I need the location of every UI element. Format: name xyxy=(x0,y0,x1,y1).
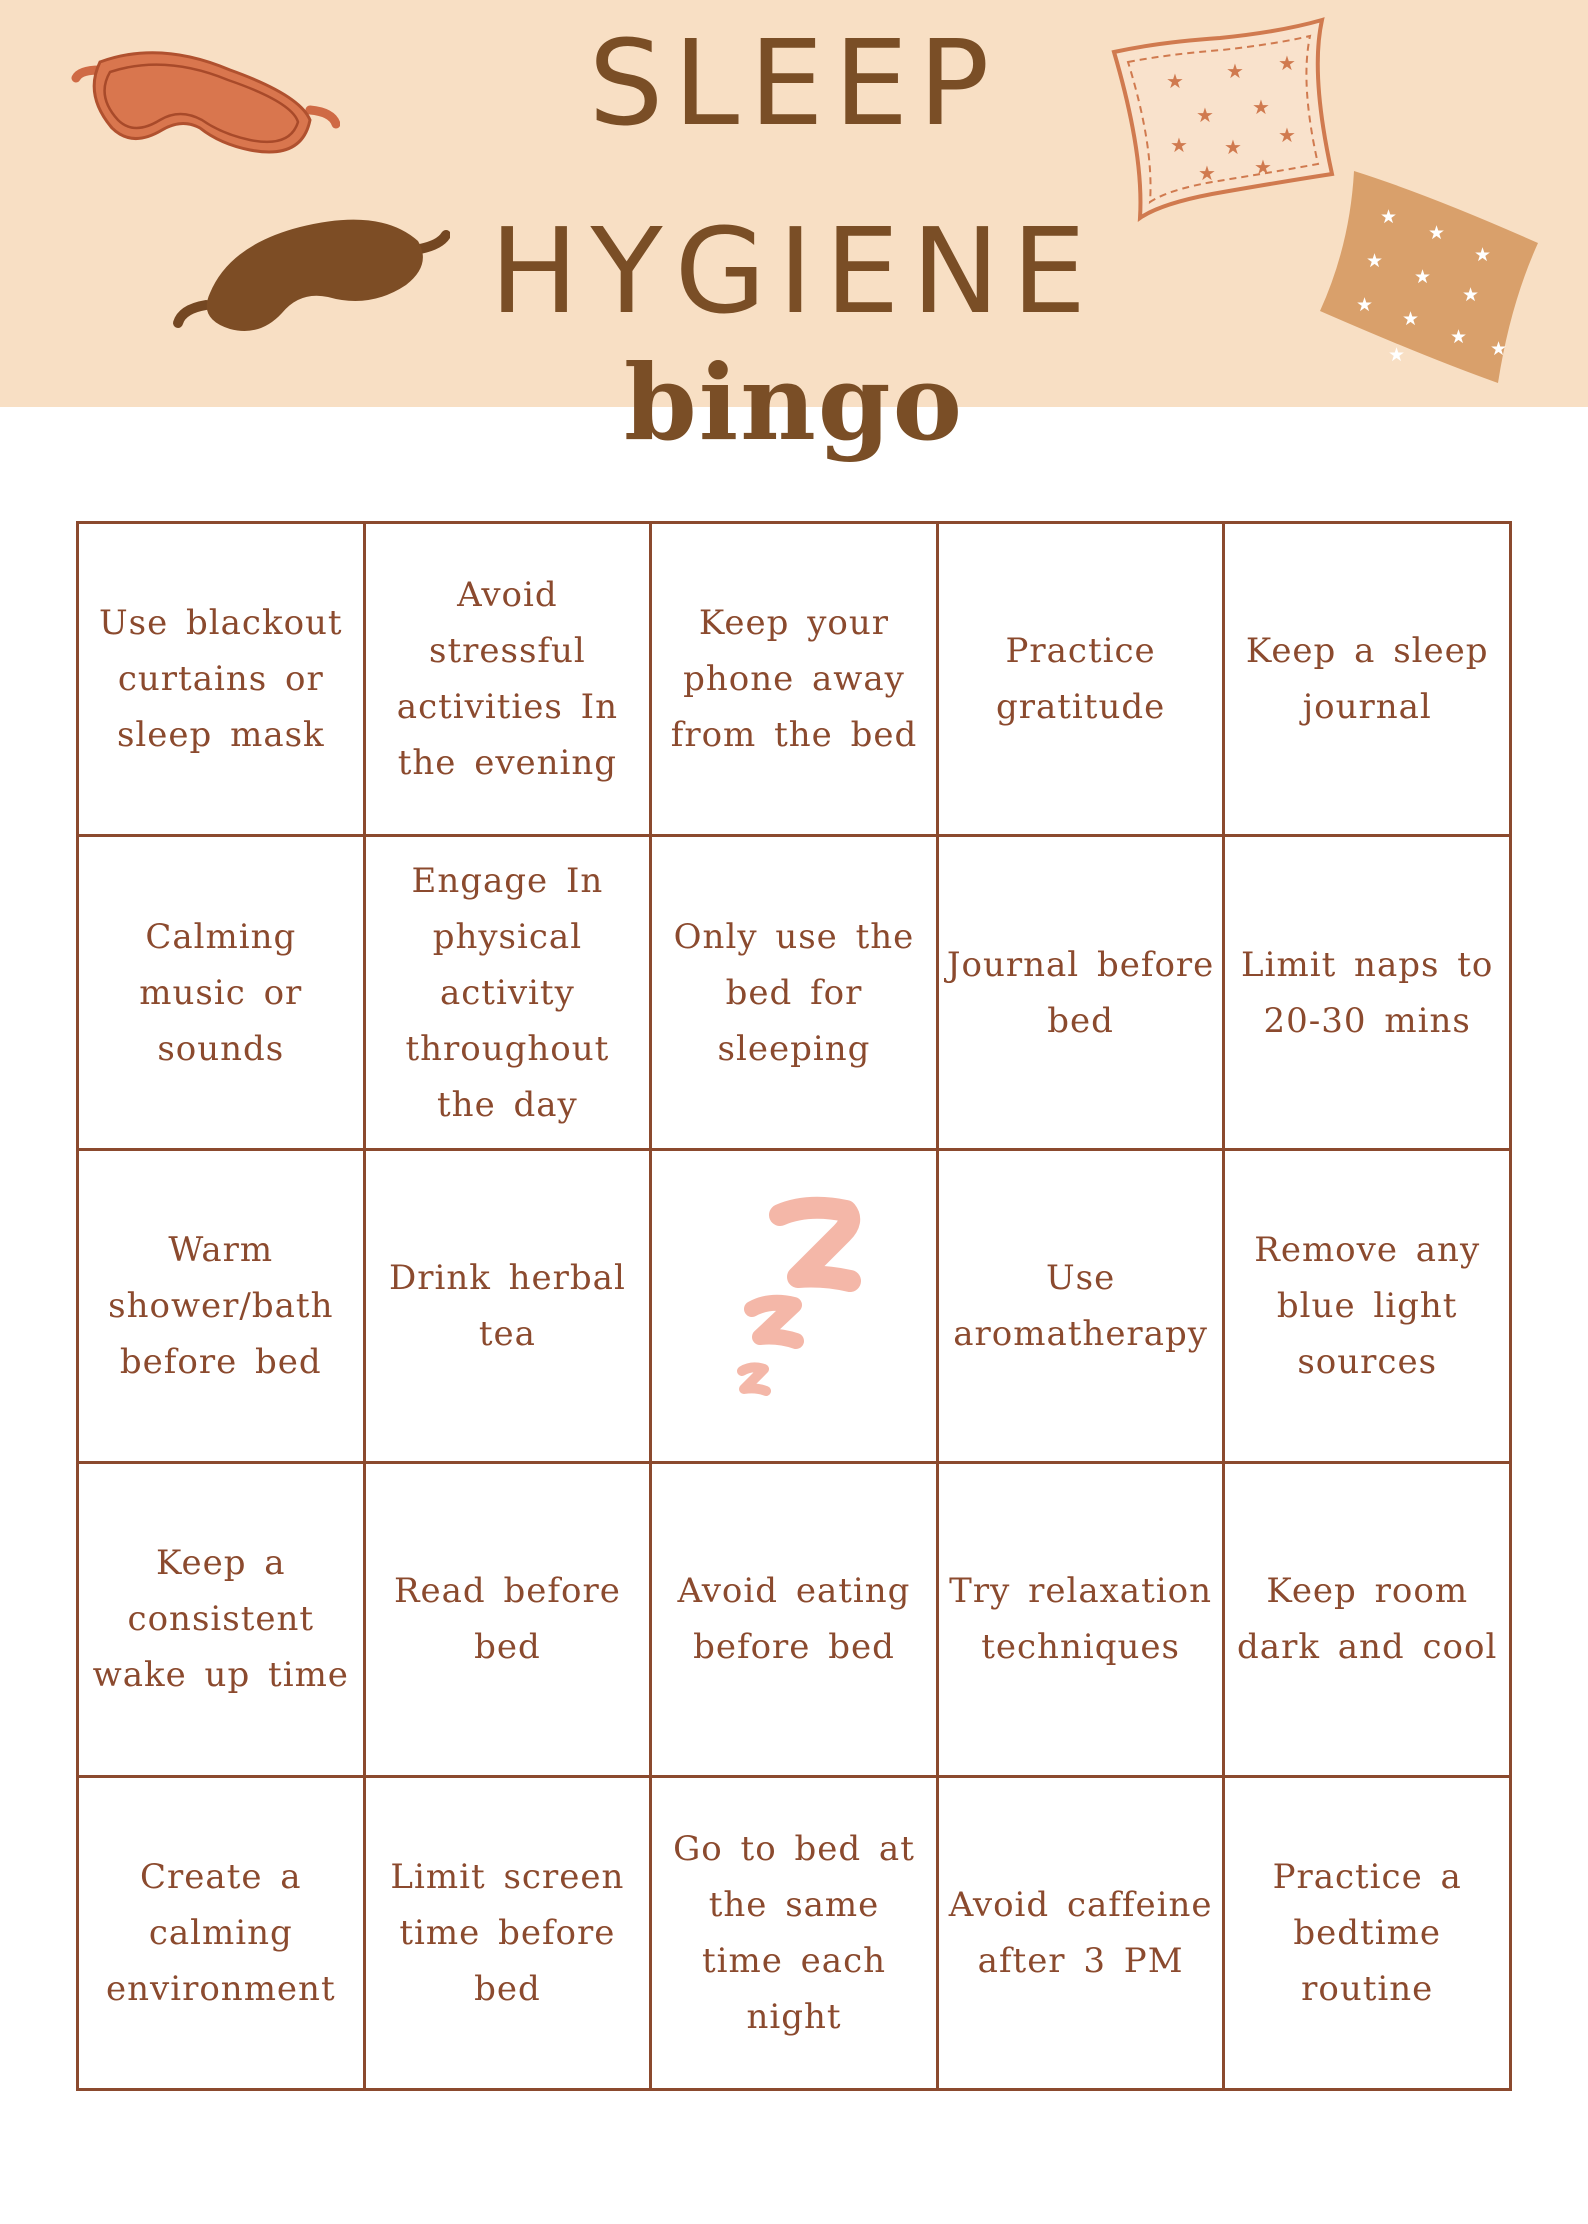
bingo-cell xyxy=(652,1778,939,2091)
bingo-cell xyxy=(1225,524,1512,837)
cell-text: Try relaxation techniques xyxy=(949,1571,1212,1668)
svg-text:★: ★ xyxy=(1356,294,1374,316)
cell-text: Create a calming environment xyxy=(105,1856,336,2009)
svg-text:★: ★ xyxy=(1490,338,1508,360)
svg-text:★: ★ xyxy=(1366,250,1384,272)
svg-text:★: ★ xyxy=(1450,326,1468,348)
svg-text:★: ★ xyxy=(1278,51,1296,75)
cell-text: Avoid caffeine after 3 PM xyxy=(948,1884,1213,1981)
subtitle: bingo xyxy=(624,341,964,464)
bingo-cell xyxy=(366,1464,653,1777)
bingo-cell xyxy=(939,1151,1226,1464)
bingo-cell xyxy=(79,1464,366,1777)
bingo-cell xyxy=(1225,1464,1512,1777)
svg-text:★: ★ xyxy=(1170,133,1188,157)
svg-text:★: ★ xyxy=(1278,123,1296,147)
bingo-cell xyxy=(1225,1778,1512,2091)
svg-text:★: ★ xyxy=(1166,69,1184,93)
bingo-cell xyxy=(79,837,366,1150)
cell-text: Limit screen time before bed xyxy=(390,1856,625,2009)
svg-text:★: ★ xyxy=(1462,284,1480,306)
bingo-cell xyxy=(939,837,1226,1150)
svg-text:★: ★ xyxy=(1428,222,1446,244)
svg-text:★: ★ xyxy=(1380,206,1398,228)
cell-text: Warm shower/bath before bed xyxy=(108,1229,334,1382)
cell-text: Use aromatherapy xyxy=(953,1257,1208,1354)
bingo-cell xyxy=(366,837,653,1150)
svg-text:★: ★ xyxy=(1226,59,1244,83)
cell-text: Practice gratitude xyxy=(995,631,1166,728)
svg-text:★: ★ xyxy=(1474,244,1492,266)
cell-text: Avoid stressful activities In the evening xyxy=(396,575,618,784)
bingo-cell xyxy=(939,1778,1226,2091)
cell-text: Avoid eating before bed xyxy=(677,1571,911,1668)
title-line-1: SLEEP xyxy=(588,14,1000,152)
cell-text: Limit naps to 20-30 mins xyxy=(1241,944,1494,1041)
svg-text:★: ★ xyxy=(1414,266,1432,288)
bingo-cell xyxy=(939,524,1226,837)
bingo-cell xyxy=(79,1151,366,1464)
svg-text:★: ★ xyxy=(1402,308,1420,330)
svg-text:★: ★ xyxy=(1224,135,1242,159)
cell-text: Calming music or sounds xyxy=(139,916,303,1069)
cell-text: Drink herbal tea xyxy=(388,1257,626,1354)
cell-text: Keep a sleep journal xyxy=(1245,631,1489,728)
bingo-board xyxy=(76,521,1512,2091)
svg-text:★: ★ xyxy=(1198,161,1216,185)
zzz-icon xyxy=(724,1191,864,1421)
cell-text: Practice a bedtime routine xyxy=(1272,1856,1462,2009)
svg-text:★: ★ xyxy=(1254,155,1272,179)
cell-text: Read before bed xyxy=(393,1571,621,1668)
cell-text: Engage In physical activity throughout the day xyxy=(405,860,610,1125)
bingo-cell xyxy=(652,1464,939,1777)
bingo-cell xyxy=(652,524,939,837)
bingo-cell xyxy=(79,524,366,837)
bingo-cell xyxy=(1225,837,1512,1150)
bingo-cell xyxy=(939,1464,1226,1777)
cell-text: Keep room dark and cool xyxy=(1237,1571,1498,1668)
svg-text:★: ★ xyxy=(1388,344,1406,366)
cell-text: Keep your phone away from the bed xyxy=(670,603,918,756)
bingo-cell xyxy=(652,837,939,1150)
bingo-cell xyxy=(79,1778,366,2091)
cell-text: Journal before bed xyxy=(946,944,1215,1041)
bingo-cell xyxy=(366,1151,653,1464)
cell-text: Remove any blue light sources xyxy=(1254,1229,1481,1382)
bingo-cell xyxy=(366,1778,653,2091)
cell-text: Go to bed at the same time each night xyxy=(673,1828,915,2037)
cell-text: Use blackout curtains or sleep mask xyxy=(98,603,343,756)
cell-text: Keep a consistent wake up time xyxy=(92,1543,349,1696)
svg-text:★: ★ xyxy=(1252,95,1270,119)
cell-text: Only use the bed for sleeping xyxy=(673,916,915,1069)
title-line-2: HYGIENE xyxy=(489,202,1099,340)
bingo-cell xyxy=(1225,1151,1512,1464)
bingo-cell xyxy=(366,524,653,837)
free-space-cell xyxy=(652,1151,939,1464)
svg-text:★: ★ xyxy=(1196,103,1214,127)
